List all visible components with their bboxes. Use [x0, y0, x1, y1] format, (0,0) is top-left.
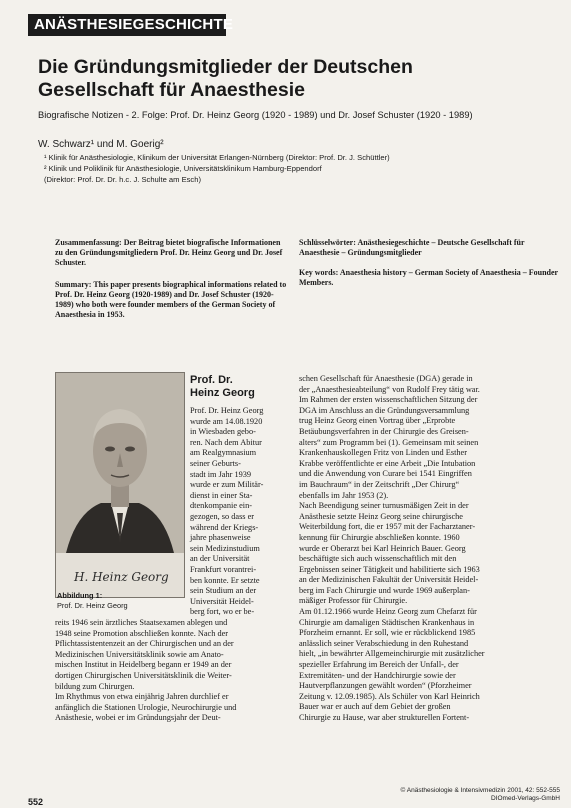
body-line: Medizinischen Universitätsklinik sowie am Anato- — [55, 649, 224, 659]
body-line: sein Studium an der — [190, 586, 257, 596]
body-line: ebenfalls im Jahr 1953 (2). — [299, 490, 389, 500]
body-line: hielt, „in bewährter Allgemeinchirurgie mit zusätzlicher — [299, 649, 485, 659]
body-line: kennung für Chirurgie abschließen konnte. 1960 — [299, 532, 460, 542]
body-line: 1948 seine Promotion abschließen konnte. Nach der — [55, 628, 229, 638]
body-line: Im Rahmen der ersten wissenschaftlichen Sitzung der — [299, 395, 478, 405]
body-line: Anästhesie setzte Heinz Georg seine chirurgische — [299, 511, 463, 521]
body-line: anfänglich die Stationen Urologie, Neurochirurgie und — [55, 702, 237, 712]
body-line: Prof. Dr. Heinz Georg — [190, 406, 264, 415]
body-line: trug Heinz Georg einen Vortrag über „Erprobte — [299, 416, 456, 426]
body-line: anlässlich seiner Verabschiedung in den Ruhestand — [299, 638, 469, 648]
body-line: an der Universität — [190, 554, 250, 564]
body-line: spezieller Erfahrung im Bereich der Unfall-, der — [299, 660, 459, 670]
body-line: Hautverpflanzungen gewählt worden“ (Pforzheimer — [299, 681, 472, 691]
section-heading-line-1: Prof. Dr. — [190, 374, 233, 386]
body-line: Krabbe veröffentlichte er eine Arbeit „Die Intubation — [299, 458, 476, 468]
affiliation-2: ² Klinik und Poliklinik für Anästhesiologie, Universitätsklinikum Hamburg-Eppendorf — [44, 164, 322, 173]
body-line: seiner Geburts- — [190, 458, 241, 468]
body-line: dortigen Chirurgischen Universitätsklinik die Weiter- — [55, 670, 232, 680]
affiliation-3: (Direktor: Prof. Dr. Dr. h.c. J. Schulte am Esch) — [44, 175, 201, 184]
body-line: dtenkompanie ein- — [190, 501, 252, 511]
abstract-german-text: Der Beitrag bietet biografische Informationen zu den Gründungsmitgliedern Prof. Dr. Heinz Georg und Dr. Josef Schuster. — [55, 238, 283, 267]
body-line: Anästhesie, wobei er im Gründungsjahr der Deut- — [55, 713, 221, 723]
body-line: Krankenhauskollegen Fritz von Linden und Esther — [299, 448, 467, 458]
title-line-2: Gesellschaft für Anaesthesie — [38, 79, 305, 101]
body-line: in Wiesbaden gebo- — [190, 427, 256, 437]
body-line: Extremitäten- und der Handchirurgie sowie der — [299, 670, 456, 680]
portrait-photo — [55, 372, 185, 598]
body-line: Zeitung v. 12.09.1985). Als Schüler von Karl Heinrich — [299, 691, 480, 701]
body-line: alters“ zum Programm bei (1). Gemeinsam mit seinen — [299, 437, 479, 447]
article-title — [38, 56, 538, 102]
signature: H. Heinz Georg — [74, 570, 169, 584]
page-number: 552 — [28, 797, 44, 807]
caption-label: Abbildung 1: — [57, 591, 103, 600]
body-line: ren. Nach dem Abitur — [190, 437, 262, 447]
body-line: Chirurgie am damaligen Städtischen Krankenhaus in — [299, 617, 475, 627]
body-line: stadt im Jahr 1939 — [190, 469, 252, 479]
body-line: berg fort, wo er be- — [190, 607, 255, 617]
body-line: mäßiger Professor für Chirurgie. — [299, 596, 408, 606]
body-line: beschäftigte sich auch wissenschaftlich mit den — [299, 554, 457, 564]
body-line: Nach Beendigung seiner turnusmäßigen Zeit in der — [299, 501, 469, 511]
body-line: reits 1946 sein ärztliches Staatsexamen ablegen und — [55, 618, 228, 627]
body-line: Frankfurt vorantrei- — [190, 564, 257, 574]
body-line: während der Kriegs- — [190, 522, 259, 532]
abstract-german — [55, 238, 287, 268]
keywords-german-label: Schlüsselwörter: — [299, 238, 356, 247]
body-line: Ergebnissen seiner Tätigkeit und habilitierte sich 1963 — [299, 564, 480, 574]
author-names: W. Schwarz¹ und M. Goerig² — [38, 139, 164, 150]
abstract-english-label: Summary: — [55, 280, 92, 289]
body-line: gezogen, so dass er — [190, 511, 255, 521]
journal-line-2: DIOmed-Verlags-GmbH — [491, 795, 560, 802]
body-line: Am 01.12.1966 wurde Heinz Georg zum Chefarzt für — [299, 607, 477, 617]
section-heading — [190, 374, 255, 400]
abstract-german-label: Zusammenfassung: — [55, 238, 122, 247]
body-narrow-column — [190, 406, 289, 618]
body-line: wurde am 14.08.1920 — [190, 416, 263, 426]
article-subtitle: Biografische Notizen - 2. Folge: Prof. Dr. Heinz Georg (1920 - 1989) und Dr. Josef Schuster (1920 - 1989) — [38, 110, 473, 120]
portrait-illustration — [56, 373, 184, 597]
abstract-english-text: This paper presents biographical informations related to Prof. Dr. Heinz Georg (1920-1989) and Dr. Josef Schuster (1920-1989) who both were founder members of the German Society of Anaesthesia in 1953. — [55, 280, 287, 319]
body-line: im Bauchraum“ in der Zeitschrift „Der Chirurg“ — [299, 479, 460, 489]
body-line: Weiterbildung fort, die er 1957 mit der Facharztaner- — [299, 522, 476, 532]
journal-line-1: © Anästhesiologie & Intensivmedizin 2001, 42: 552-555 — [400, 787, 560, 794]
body-line: DGA im Anschluss an die Gründungsversammlung — [299, 405, 470, 415]
journal-footer — [330, 787, 560, 803]
body-line: Chirurgie zu Hause, war aber strukturellen Fortent- — [299, 713, 470, 722]
body-line: wurde er Oberarzt bei Karl Heinrich Bauer. Georg — [299, 543, 466, 553]
body-right-column — [299, 374, 561, 724]
body-line: Pflichtassistentenzeit an der Chirurgischen und an der — [55, 639, 234, 649]
keywords-english — [299, 268, 561, 288]
section-banner: ANÄSTHESIEGESCHICHTE — [28, 14, 226, 36]
keywords-german — [299, 238, 561, 258]
body-line: mischen Institut in Heidelberg begann er 1949 an der — [55, 660, 232, 670]
body-line: Im Rhythmus von etwa einjährig Jahren durchlief er — [55, 692, 229, 702]
body-line: an der Medizinischen Fakultät der Universität Heidel- — [299, 575, 479, 585]
body-line: Betäubungsverfahren in der Chirurgie des Greisen- — [299, 426, 469, 436]
body-line: und die Anwendung von Curare bei 1541 Eingriffen — [299, 469, 472, 479]
body-line: jahre phasenweise — [190, 533, 251, 543]
body-line: Pforzheim ernannt. Er soll, wie er rückblickend 1985 — [299, 628, 476, 638]
body-line: sein Medizinstudium — [190, 543, 260, 553]
affiliation-1: ¹ Klinik für Anästhesiologie, Klinikum der Universität Erlangen-Nürnberg (Direktor: Prof. Dr. J. Schüttler) — [44, 153, 390, 162]
section-heading-line-2: Heinz Georg — [190, 387, 255, 399]
body-line: dienst in einer Sta- — [190, 490, 253, 500]
body-line: Bauer war er auch auf dem Gebiet der großen — [299, 702, 451, 712]
keywords-german-text: Anästhesiegeschichte – Deutsche Gesellschaft für Anaesthesie – Gründungsmitglieder — [299, 238, 525, 257]
body-line: am Realgymnasium — [190, 448, 257, 458]
figure-caption — [57, 591, 128, 610]
body-line: ben konnte. Er setzte — [190, 575, 260, 585]
abstract-english — [55, 280, 287, 320]
keywords-english-text: Anaesthesia history – German Society of Anaesthesia – Founder Members. — [299, 268, 558, 287]
body-left-wide — [55, 618, 289, 724]
body-line: der „Anaesthesieabteilung“ von Rudolf Frey tätig war. — [299, 384, 480, 394]
body-line: bildung zum Chirurgen. — [55, 681, 135, 691]
body-line: berg im Fach Chirurgie und wurde 1969 außerplan- — [299, 585, 470, 595]
body-line: wurde er zum Militär- — [190, 480, 264, 490]
title-line-1: Die Gründungsmitglieder der Deutschen — [38, 56, 413, 78]
body-line: Universität Heidel- — [190, 596, 254, 606]
keywords-english-label: Key words: — [299, 268, 339, 277]
caption-text: Prof. Dr. Heinz Georg — [57, 600, 128, 610]
body-line: schen Gesellschaft für Anaesthesie (DGA) gerade in — [299, 374, 473, 383]
